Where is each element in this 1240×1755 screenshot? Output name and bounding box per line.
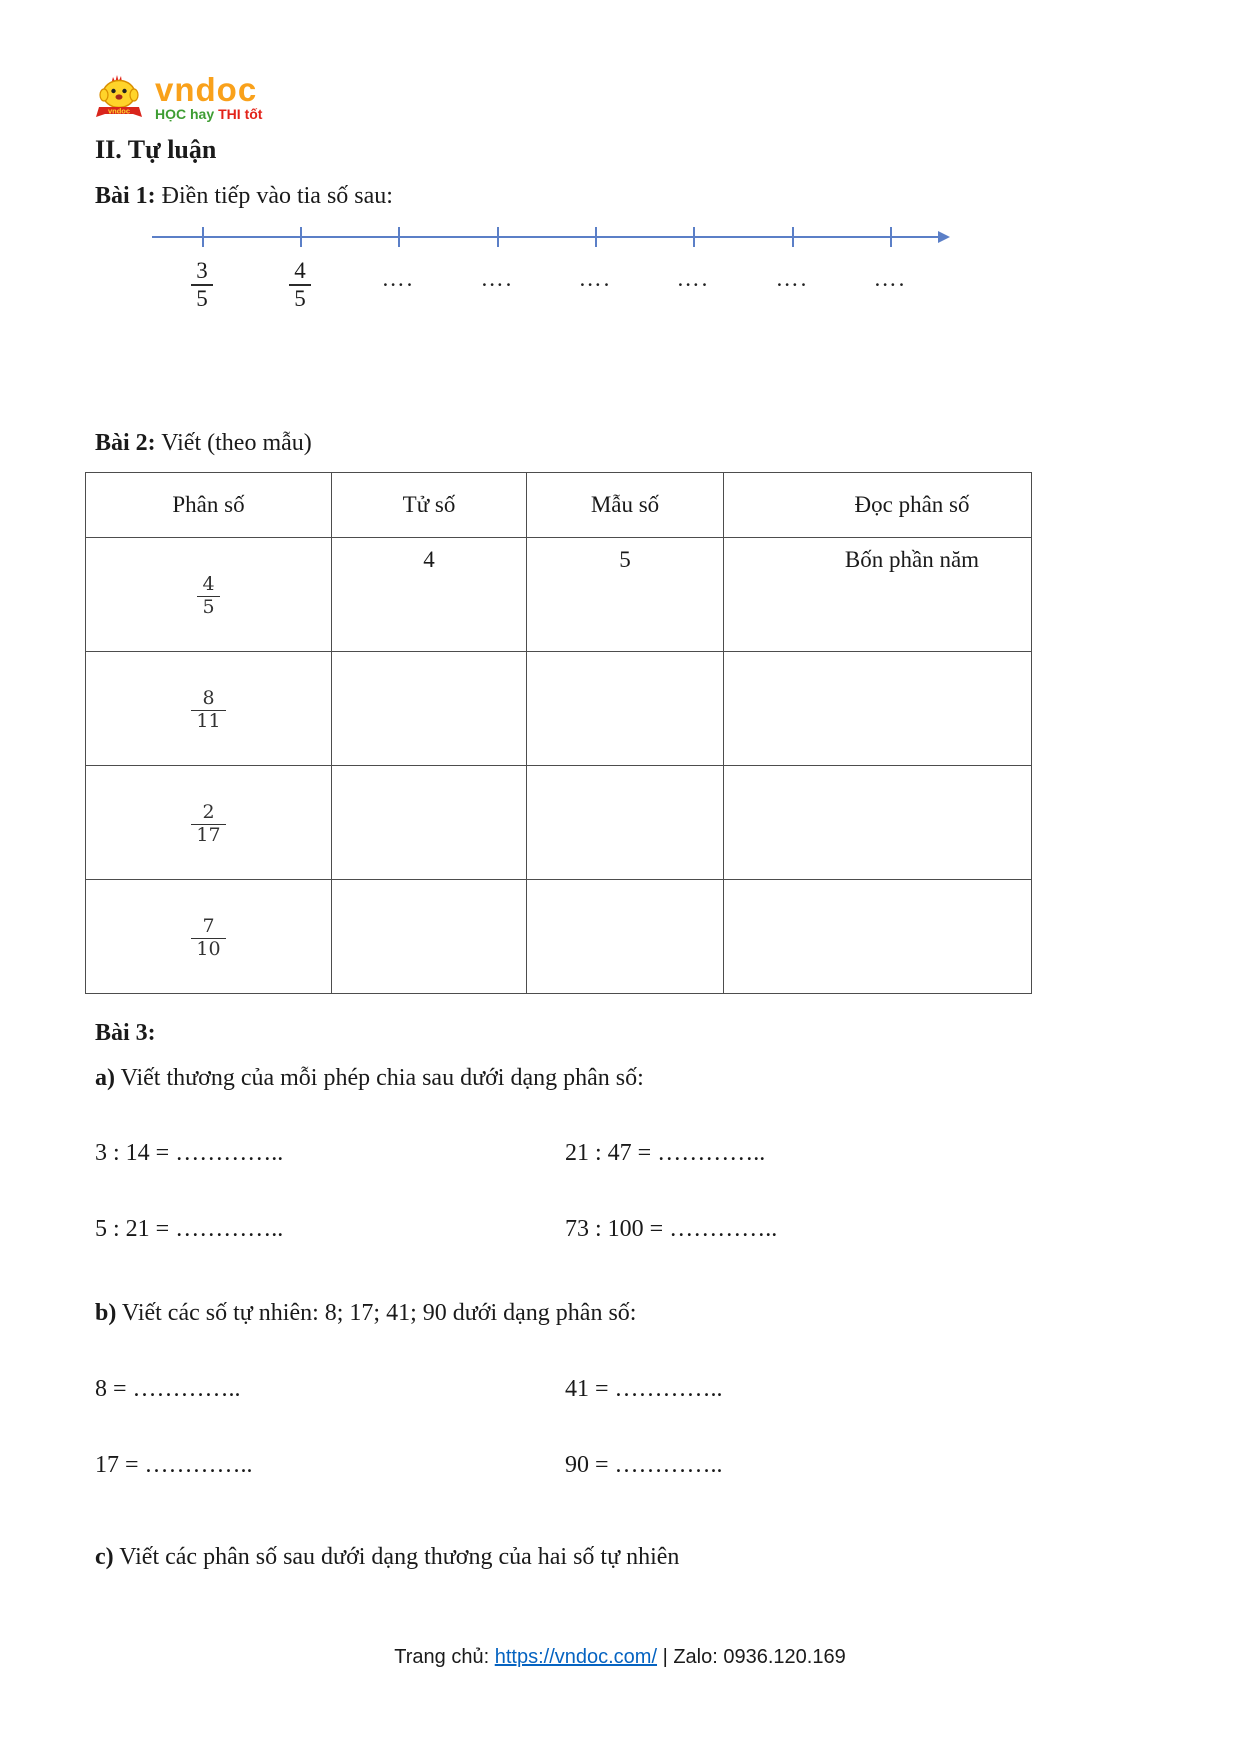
vndoc-chick-icon bbox=[95, 74, 147, 122]
part-a-blanks-row-2 bbox=[0, 1216, 1240, 1250]
page-footer bbox=[0, 1646, 1240, 1669]
number-line-tick bbox=[595, 227, 597, 247]
fraction-table bbox=[85, 472, 1032, 994]
number-line-tick bbox=[300, 227, 302, 247]
logo-wordmark bbox=[155, 71, 263, 123]
part-a-blanks-row-1 bbox=[0, 1140, 1240, 1174]
part-b-text: Viết các số tự nhiên: 8; 17; 41; 90 dưới dạng phân số: bbox=[121, 1300, 637, 1326]
reading-cell: Bốn phần năm bbox=[724, 538, 1032, 652]
reading-cell bbox=[724, 880, 1032, 994]
exercise-1-heading bbox=[95, 183, 393, 210]
column-header-tu-so: Tử số bbox=[332, 473, 527, 538]
table-row bbox=[86, 538, 1032, 652]
fraction-cell: $\frac{7}{10}$ bbox=[86, 880, 332, 994]
fill-blank: 3 : 14 = ………….. bbox=[95, 1140, 284, 1166]
exercise-1-prompt: Điền tiếp vào tia số sau: bbox=[161, 183, 393, 209]
numerator-cell: 4 bbox=[332, 538, 527, 652]
section-title: II. Tự luận bbox=[95, 135, 217, 164]
fraction-cell: $\frac{8}{11}$ bbox=[86, 652, 332, 766]
denominator-cell bbox=[527, 652, 724, 766]
table-row bbox=[86, 766, 1032, 880]
table-row bbox=[86, 880, 1032, 994]
number-line-tick bbox=[792, 227, 794, 247]
part-a-prompt bbox=[95, 1065, 644, 1092]
number-line bbox=[152, 226, 962, 336]
number-line-tick bbox=[890, 227, 892, 247]
fill-blank: 17 = ………….. bbox=[95, 1452, 253, 1478]
number-line-tick bbox=[497, 227, 499, 247]
number-line-axis bbox=[152, 236, 940, 238]
column-header-mau-so: Mẫu số bbox=[527, 473, 724, 538]
number-line-blank: …. bbox=[381, 266, 415, 291]
number-line-tick bbox=[202, 227, 204, 247]
part-b-blanks-row-1 bbox=[0, 1376, 1240, 1410]
exercise-2-label: Bài 2: bbox=[95, 430, 156, 456]
part-a-label: a) bbox=[95, 1065, 115, 1091]
home-link[interactable]: https://vndoc.com/ bbox=[494, 1646, 658, 1668]
number-line-tick bbox=[398, 227, 400, 247]
logo-brand-text: vndoc bbox=[155, 71, 258, 108]
part-b-blanks-row-2 bbox=[0, 1452, 1240, 1486]
number-line-blank: …. bbox=[873, 266, 907, 291]
fraction-cell: $\frac{4}{5}$ bbox=[86, 538, 332, 652]
part-a-text: Viết thương của mỗi phép chia sau dưới dạng phân số: bbox=[120, 1065, 644, 1091]
denominator-cell: 5 bbox=[527, 538, 724, 652]
table-row bbox=[86, 652, 1032, 766]
column-header-phan-so: Phân số bbox=[86, 473, 332, 538]
footer-zalo: | Zalo: 0936.120.169 bbox=[657, 1646, 846, 1668]
vndoc-logo bbox=[95, 71, 263, 123]
column-header-doc-phan-so: Đọc phân số bbox=[724, 473, 1032, 538]
reading-cell bbox=[724, 766, 1032, 880]
number-line-fraction: $\frac{4}{5}$ bbox=[258, 258, 342, 313]
number-line-arrowhead-icon bbox=[938, 231, 950, 243]
fill-blank: 21 : 47 = ………….. bbox=[565, 1140, 766, 1166]
fill-blank: 8 = ………….. bbox=[95, 1376, 241, 1402]
exercise-2-heading bbox=[95, 430, 312, 457]
part-b-prompt bbox=[95, 1300, 636, 1327]
footer-prefix: Trang chủ: bbox=[394, 1646, 495, 1668]
numerator-cell bbox=[332, 652, 527, 766]
part-c-text: Viết các phân số sau dưới dạng thương của hai số tự nhiên bbox=[119, 1544, 680, 1570]
number-line-fraction: $\frac{3}{5}$ bbox=[160, 258, 244, 313]
number-line-blank: …. bbox=[578, 266, 612, 291]
number-line-blank: …. bbox=[676, 266, 710, 291]
exercise-3-heading: Bài 3: bbox=[95, 1020, 156, 1046]
part-c-label: c) bbox=[95, 1544, 114, 1570]
logo-tagline bbox=[155, 107, 262, 121]
number-line-blank: …. bbox=[480, 266, 514, 291]
fraction-cell: $\frac{2}{17}$ bbox=[86, 766, 332, 880]
exercise-1-label: Bài 1: bbox=[95, 183, 156, 209]
table-header-row bbox=[86, 473, 1032, 538]
fill-blank: 90 = ………….. bbox=[565, 1452, 723, 1478]
denominator-cell bbox=[527, 880, 724, 994]
numerator-cell bbox=[332, 880, 527, 994]
number-line-blank: …. bbox=[775, 266, 809, 291]
fill-blank: 5 : 21 = ………….. bbox=[95, 1216, 284, 1242]
logo-badge-text: vndoc bbox=[107, 106, 131, 116]
tagline-green: HỌC hay bbox=[155, 106, 215, 123]
part-c-prompt bbox=[95, 1544, 679, 1571]
fill-blank: 73 : 100 = ………….. bbox=[565, 1216, 778, 1242]
fill-blank: 41 = ………….. bbox=[565, 1376, 723, 1402]
numerator-cell bbox=[332, 766, 527, 880]
reading-cell bbox=[724, 652, 1032, 766]
denominator-cell bbox=[527, 766, 724, 880]
exercise-2-prompt: Viết (theo mẫu) bbox=[161, 430, 312, 456]
part-b-label: b) bbox=[95, 1300, 117, 1326]
number-line-tick bbox=[693, 227, 695, 247]
tagline-red: THI tốt bbox=[218, 106, 263, 123]
